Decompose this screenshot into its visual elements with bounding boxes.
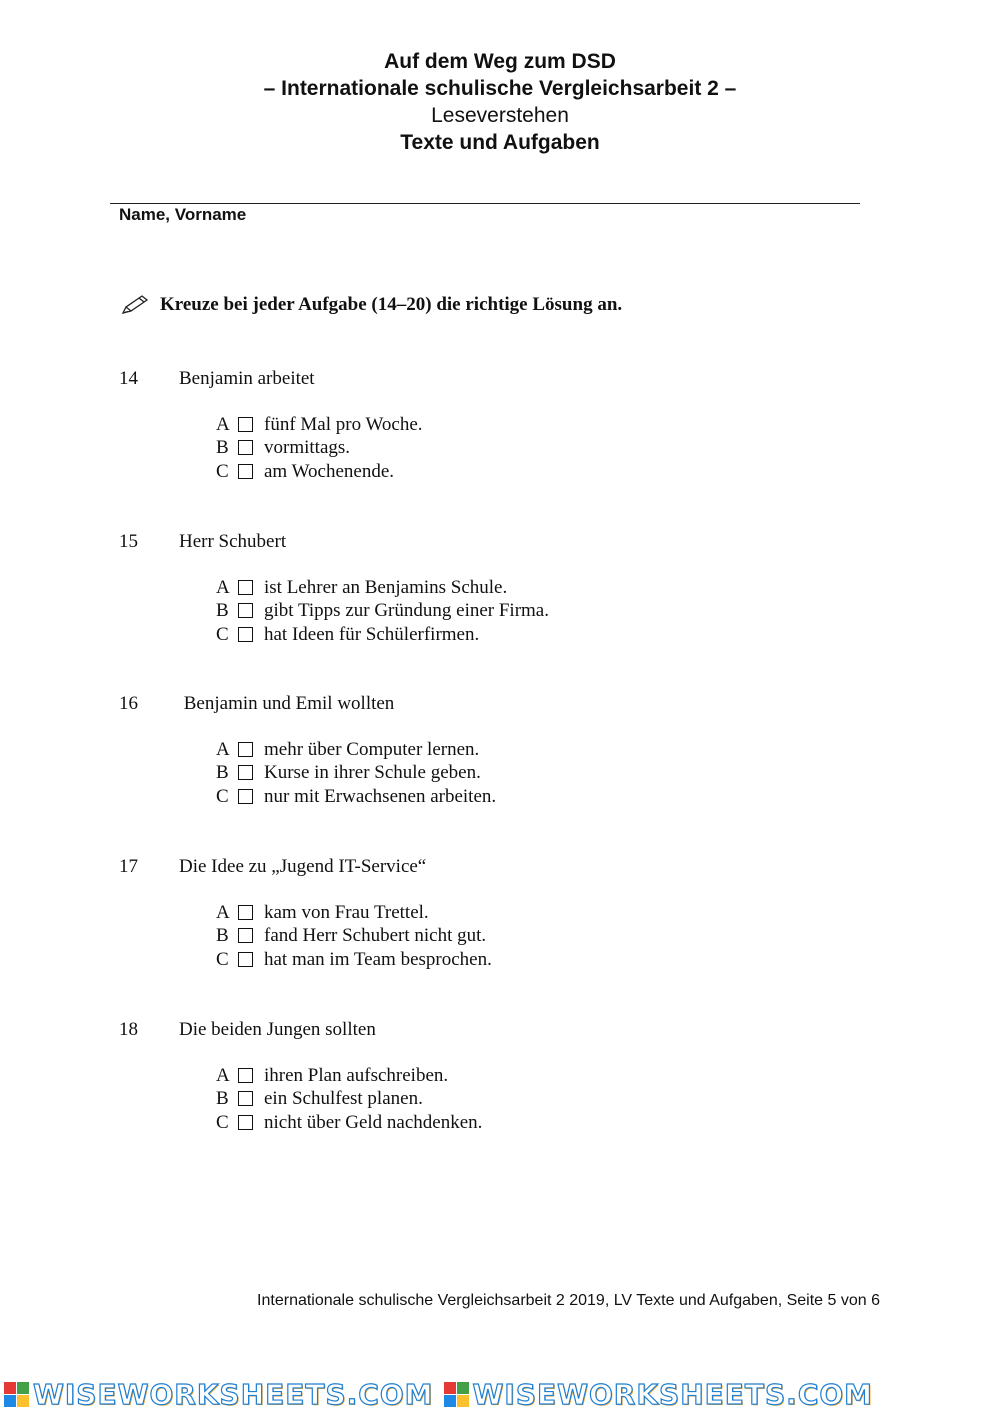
option-letter: A	[216, 414, 230, 435]
answer-option-b[interactable]	[216, 924, 819, 947]
answer-option-c[interactable]	[216, 460, 819, 483]
question-stem	[119, 530, 819, 554]
question-15	[119, 530, 819, 646]
question-number: 14	[119, 368, 138, 389]
question-number: 16	[119, 693, 138, 714]
option-letter: C	[216, 460, 229, 482]
checkbox-icon[interactable]	[238, 789, 253, 804]
watermark-logo-icon	[444, 1382, 469, 1407]
question-text: Benjamin arbeitet	[179, 368, 315, 389]
option-text: fand Herr Schubert nicht gut.	[264, 925, 487, 947]
answer-option-c[interactable]	[216, 1111, 819, 1134]
option-letter: C	[216, 785, 229, 807]
checkbox-icon[interactable]	[238, 603, 253, 618]
watermark-text: WISEWORKSHEETS.COM	[472, 1378, 874, 1411]
title-line-1: Auf dem Weg zum DSD	[384, 50, 616, 73]
checkbox-icon[interactable]	[238, 1068, 253, 1083]
option-text: fünf Mal pro Woche.	[264, 414, 423, 435]
title-line-2: – Internationale schulische Vergleichsarbeit 2 –	[263, 77, 737, 100]
title-line-3: Leseverstehen	[431, 104, 569, 127]
answer-options	[216, 576, 819, 646]
option-letter: B	[216, 600, 229, 622]
option-text: ist Lehrer an Benjamins Schule.	[264, 577, 508, 598]
option-text: am Wochenende.	[264, 460, 395, 482]
question-18	[119, 1018, 819, 1134]
option-letter: A	[216, 1065, 230, 1086]
answer-options	[216, 901, 819, 971]
answer-option-a[interactable]	[216, 576, 819, 599]
option-text: mehr über Computer lernen.	[264, 739, 480, 760]
pencil-icon	[120, 294, 150, 316]
option-letter: C	[216, 948, 229, 970]
option-letter: C	[216, 1111, 229, 1133]
answer-option-a[interactable]	[216, 1064, 819, 1087]
question-number: 17	[119, 856, 138, 877]
question-stem	[119, 367, 819, 391]
instruction	[120, 294, 622, 316]
option-letter: B	[216, 925, 229, 947]
checkbox-icon[interactable]	[238, 440, 253, 455]
question-text: Die Idee zu „Jugend IT-Service“	[179, 856, 427, 877]
answer-option-b[interactable]	[216, 1087, 819, 1110]
option-text: hat man im Team besprochen.	[264, 948, 492, 970]
answer-option-a[interactable]	[216, 413, 819, 436]
checkbox-icon[interactable]	[238, 905, 253, 920]
answer-options	[216, 738, 819, 808]
page-footer: Internationale schulische Vergleichsarbeit 2 2019, LV Texte und Aufgaben, Seite 5 von 6	[257, 1292, 880, 1309]
option-text: nicht über Geld nachdenken.	[264, 1111, 483, 1133]
option-text: ihren Plan aufschreiben.	[264, 1065, 449, 1086]
checkbox-icon[interactable]	[238, 928, 253, 943]
answer-option-a[interactable]	[216, 738, 819, 761]
answer-option-c[interactable]	[216, 785, 819, 808]
question-16	[119, 692, 819, 808]
answer-option-a[interactable]	[216, 901, 819, 924]
answer-option-c[interactable]	[216, 948, 819, 971]
option-letter: B	[216, 437, 229, 459]
option-letter: C	[216, 623, 229, 645]
checkbox-icon[interactable]	[238, 952, 253, 967]
answer-option-b[interactable]	[216, 761, 819, 784]
checkbox-icon[interactable]	[238, 464, 253, 479]
checkbox-icon[interactable]	[238, 1091, 253, 1106]
answer-options	[216, 413, 819, 483]
option-letter: A	[216, 577, 230, 598]
question-text: Benjamin und Emil wollten	[179, 693, 395, 714]
name-label: Name, Vorname	[119, 205, 247, 224]
checkbox-icon[interactable]	[238, 417, 253, 432]
question-text: Die beiden Jungen sollten	[179, 1019, 376, 1040]
option-text: ein Schulfest planen.	[264, 1088, 423, 1110]
checkbox-icon[interactable]	[238, 1115, 253, 1130]
checkbox-icon[interactable]	[238, 627, 253, 642]
name-field-line[interactable]	[110, 203, 860, 204]
answer-options	[216, 1064, 819, 1134]
question-number: 15	[119, 531, 138, 552]
question-stem	[119, 692, 819, 716]
question-14	[119, 367, 819, 483]
option-text: gibt Tipps zur Gründung einer Firma.	[264, 600, 549, 622]
watermark-text: WISEWORKSHEETS.COM	[33, 1378, 434, 1411]
watermark-logo-icon	[4, 1382, 29, 1407]
question-text: Herr Schubert	[179, 531, 287, 552]
answer-option-c[interactable]	[216, 623, 819, 646]
title-line-4: Texte und Aufgaben	[400, 131, 600, 154]
checkbox-icon[interactable]	[238, 765, 253, 780]
watermark	[0, 1376, 1000, 1413]
answer-option-b[interactable]	[216, 436, 819, 459]
answer-option-b[interactable]	[216, 599, 819, 622]
option-letter: A	[216, 902, 230, 923]
instruction-text: Kreuze bei jeder Aufgabe (14–20) die richtige Lösung an.	[160, 294, 623, 315]
option-text: hat Ideen für Schülerfirmen.	[264, 623, 480, 645]
checkbox-icon[interactable]	[238, 742, 253, 757]
option-letter: B	[216, 1088, 229, 1110]
option-text: kam von Frau Trettel.	[264, 902, 429, 923]
option-letter: A	[216, 739, 230, 760]
option-text: Kurse in ihrer Schule geben.	[264, 762, 481, 784]
option-letter: B	[216, 762, 229, 784]
document-header	[0, 48, 1000, 156]
checkbox-icon[interactable]	[238, 580, 253, 595]
question-number: 18	[119, 1019, 138, 1040]
question-stem	[119, 1018, 819, 1042]
question-stem	[119, 855, 819, 879]
option-text: nur mit Erwachsenen arbeiten.	[264, 785, 497, 807]
option-text: vormittags.	[264, 437, 351, 459]
question-17	[119, 855, 819, 971]
